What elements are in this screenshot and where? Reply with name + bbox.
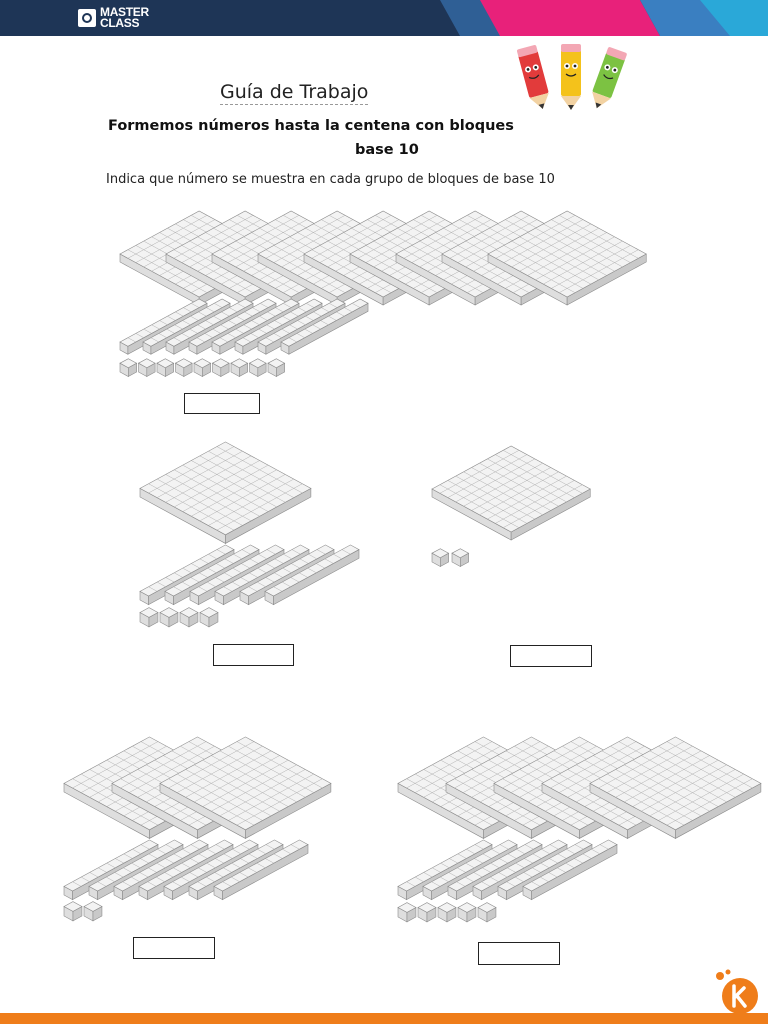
unit-cube-1-9 bbox=[268, 359, 285, 377]
unit-cube-4-1 bbox=[64, 902, 82, 921]
unit-cube-1-2 bbox=[139, 359, 156, 377]
logo-line2: CLASS bbox=[100, 16, 140, 30]
unit-cube-5-5 bbox=[478, 903, 496, 922]
unit-cube-1-8 bbox=[250, 359, 267, 377]
unit-cube-1-4 bbox=[176, 359, 193, 377]
unit-cube-5-2 bbox=[418, 903, 436, 922]
unit-cube-2-4 bbox=[200, 608, 218, 627]
answer-box-3[interactable] bbox=[510, 645, 592, 667]
unit-cube-1-1 bbox=[120, 359, 137, 377]
answer-box-2[interactable] bbox=[213, 644, 294, 666]
hundred-flat-2-1 bbox=[140, 442, 311, 544]
unit-cube-1-5 bbox=[194, 359, 211, 377]
unit-cube-1-6 bbox=[213, 359, 230, 377]
unit-cube-4-2 bbox=[84, 902, 102, 921]
brand-k-icon bbox=[710, 968, 766, 1018]
page-title: Guía de Trabajo bbox=[220, 81, 369, 103]
unit-cube-5-4 bbox=[458, 903, 476, 922]
subtitle-line-2: base 10 bbox=[355, 142, 419, 158]
answer-box-4[interactable] bbox=[133, 937, 215, 959]
unit-cube-2-3 bbox=[180, 608, 198, 627]
unit-cube-1-7 bbox=[231, 359, 248, 377]
unit-cube-1-3 bbox=[157, 359, 174, 377]
answer-box-5[interactable] bbox=[478, 942, 560, 965]
footer-band bbox=[0, 1013, 768, 1024]
unit-cube-2-2 bbox=[160, 608, 178, 627]
unit-cube-2-1 bbox=[140, 608, 158, 627]
unit-cube-3-2 bbox=[452, 549, 469, 567]
hundred-flat-3-1 bbox=[432, 446, 590, 540]
unit-cube-5-3 bbox=[438, 903, 456, 922]
unit-cube-3-1 bbox=[432, 549, 449, 567]
answer-box-1[interactable] bbox=[184, 393, 260, 414]
logo-line1: MASTER bbox=[100, 5, 149, 19]
instruction-text: Indica que número se muestra en cada grupo de bloques de base 10 bbox=[106, 172, 555, 187]
unit-cube-5-1 bbox=[398, 903, 416, 922]
subtitle-line-1: Formemos números hasta la centena con bloques bbox=[108, 118, 514, 134]
